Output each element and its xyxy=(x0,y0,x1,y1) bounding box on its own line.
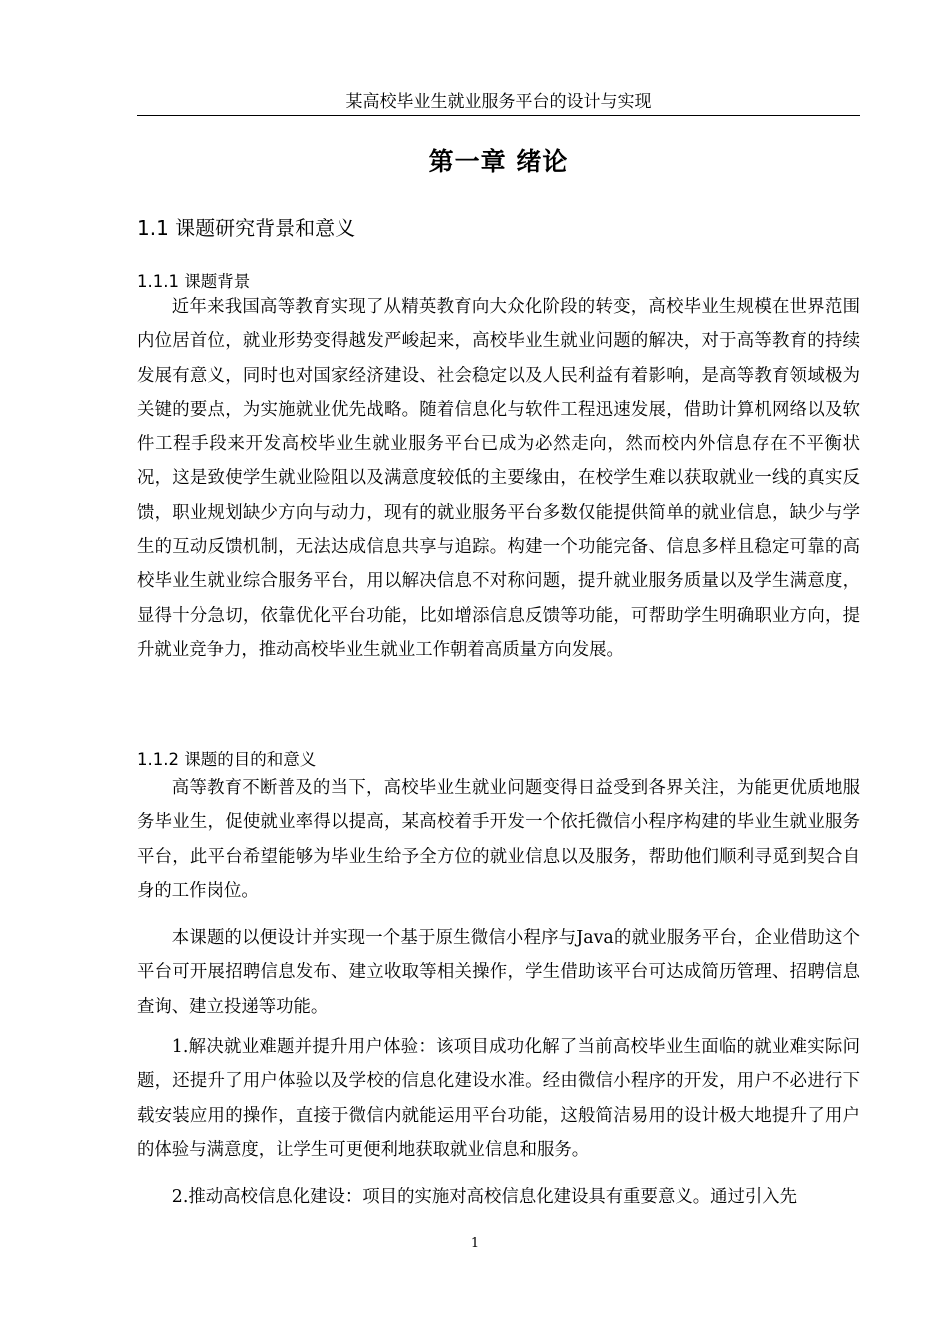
page-number: 1 xyxy=(470,1236,480,1251)
body-paragraph: 近年来我国高等教育实现了从精英教育向大众化阶段的转变，高校毕业生规模在世界范围内位居首位，就业形势变得越发严峻起来，高校毕业生就业问题的解决，对于高等教育的持续发展有意义，同时也对国家经济建设、社会稳定以及人民利益有着影响，是高等教育领域极为关键的要点，为实施就业优先战略。随着信息化与软件工程迅速发展，借助计算机网络以及软件工程手段来开发高校毕业生就业服务平台已成为必然走向，然而校内外信息存在不平衡状况，这是致使学生就业险阻以及满意度较低的主要缘由，在校学生难以获取就业一线的真实反馈，职业规划缺少方向与动力，现有的就业服务平台多数仅能提供简单的就业信息，缺少与学生的互动反馈机制，无法达成信息共享与追踪。构建一个功能完备、信息多样且稳定可靠的高校毕业生就业综合服务平台，用以解决信息不对称问题，提升就业服务质量以及学生满意度，显得十分急切，依靠优化平台功能，比如增添信息反馈等功能，可帮助学生明确职业方向，提升就业竞争力，推动高校毕业生就业工作朝着高质量方向发展。 xyxy=(137,297,860,660)
header-rule xyxy=(137,115,860,116)
subsection-title: 1.1.1 课题背景 xyxy=(137,272,251,291)
body-paragraph: 2.推动高校信息化建设：项目的实施对高校信息化建设具有重要意义。通过引入先 xyxy=(171,1187,798,1207)
section-title: 1.1 课题研究背景和意义 xyxy=(137,216,356,240)
body-paragraph: 1.解决就业难题并提升用户体验：该项目成功化解了当前高校毕业生面临的就业难实际问题，还提升了用户体验以及学校的信息化建设水准。经由微信小程序的开发，用户不必进行下载安装应用的操作，直接于微信内就能运用平台功能，这般简洁易用的设计极大地提升了用户的体验与满意度，让学生可更便利地获取就业信息和服务。 xyxy=(137,1037,860,1160)
subsection-title: 1.1.2 课题的目的和意义 xyxy=(137,750,317,769)
chapter-title: 第一章 绪论 xyxy=(428,147,569,176)
body-paragraph: 高等教育不断普及的当下，高校毕业生就业问题变得日益受到各界关注，为能更优质地服务毕业生，促使就业率得以提高，某高校着手开发一个依托微信小程序构建的毕业生就业服务平台，此平台希望能够为毕业生给予全方位的就业信息以及服务，帮助他们顺利寻觅到契合自身的工作岗位。 xyxy=(137,778,860,901)
body-paragraph: 本课题的以便设计并实现一个基于原生微信小程序与Java的就业服务平台，企业借助这个平台可开展招聘信息发布、建立收取等相关操作，学生借助该平台可达成简历管理、招聘信息查询、建立投递等功能。 xyxy=(137,928,860,1017)
running-header: 某高校毕业生就业服务平台的设计与实现 xyxy=(345,92,652,112)
